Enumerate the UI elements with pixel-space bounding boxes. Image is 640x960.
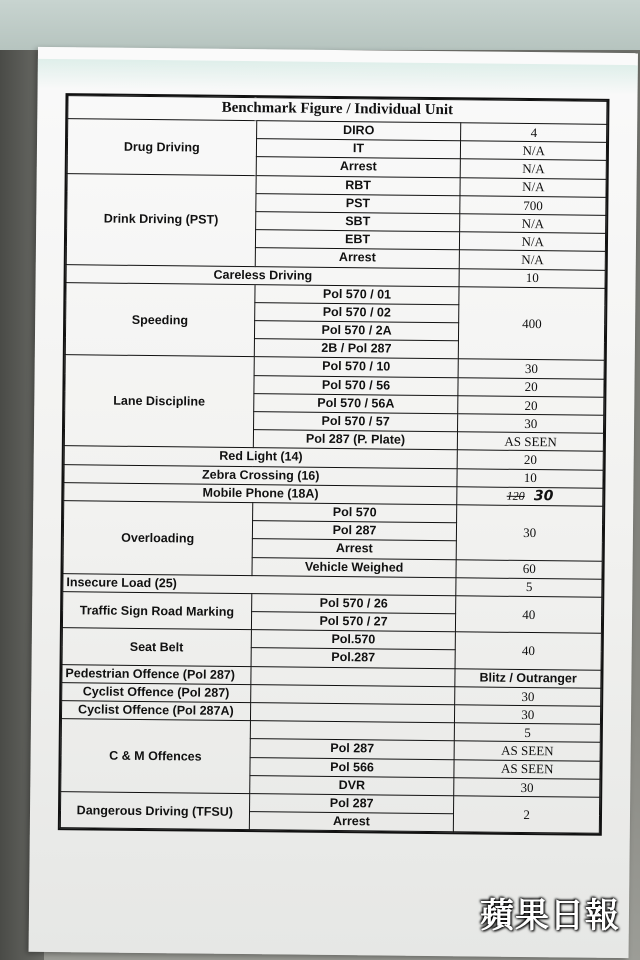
sub-pol-570-10: Pol 570 / 10 xyxy=(254,357,459,377)
sub-pol-570-26: Pol 570 / 26 xyxy=(251,593,456,613)
value-insecure-load: 5 xyxy=(456,577,602,597)
value-ebt: N/A xyxy=(460,232,606,252)
sub-drink-arrest: Arrest xyxy=(255,248,460,268)
sub-overload-pol-570: Pol 570 xyxy=(252,503,457,523)
value-overloading: 30 xyxy=(457,505,603,561)
background-top xyxy=(0,0,640,50)
value-cm-dvr: 30 xyxy=(454,778,600,798)
watermark-logo: 蘋果日報 xyxy=(480,896,620,936)
sub-overload-arrest: Arrest xyxy=(252,539,457,559)
value-it: N/A xyxy=(461,141,607,161)
value-zebra-crossing: 10 xyxy=(457,468,603,488)
sub-cm-dvr: DVR xyxy=(249,775,454,795)
sub-pst: PST xyxy=(255,193,460,213)
category-mobile-phone: Mobile Phone (18A) xyxy=(64,482,458,504)
value-cyclist-offence-287a: 30 xyxy=(455,705,601,725)
sub-pol-570-27: Pol 570 / 27 xyxy=(251,612,456,632)
value-pedestrian-offence: Blitz / Outranger xyxy=(455,668,601,688)
sub-pol-570-56a: Pol 570 / 56A xyxy=(253,393,458,413)
sub-dangerous-arrest: Arrest xyxy=(249,812,454,832)
benchmark-grid xyxy=(60,95,608,834)
value-drink-arrest: N/A xyxy=(460,250,606,270)
sub-seat-pol-287: Pol.287 xyxy=(251,648,456,668)
value-cm-pol-566: AS SEEN xyxy=(454,759,600,779)
value-speeding: 400 xyxy=(459,286,605,360)
sub-cyclist-287a-empty xyxy=(250,703,455,723)
value-drug-arrest: N/A xyxy=(461,159,607,179)
category-overloading: Overloading xyxy=(63,501,252,576)
value-pol-570-56a: 20 xyxy=(458,396,604,416)
value-vehicle-weighed: 60 xyxy=(456,559,602,579)
category-dangerous-driving: Dangerous Driving (TFSU) xyxy=(60,792,249,830)
sub-sbt: SBT xyxy=(255,212,460,232)
sub-pol-570-2a: Pol 570 / 2A xyxy=(254,321,459,341)
sub-pedestrian-empty xyxy=(250,666,455,686)
sub-pol-570-01: Pol 570 / 01 xyxy=(254,284,459,304)
sub-drug-arrest: Arrest xyxy=(256,157,461,177)
category-traffic-sign: Traffic Sign Road Marking xyxy=(62,592,251,630)
sub-dangerous-pol-287: Pol 287 xyxy=(249,794,454,814)
category-red-light: Red Light (14) xyxy=(64,446,458,468)
sub-pol-570-57: Pol 570 / 57 xyxy=(253,412,458,432)
sub-seat-pol-570: Pol.570 xyxy=(251,630,456,650)
sub-rbt: RBT xyxy=(256,175,461,195)
sub-cm-empty xyxy=(250,721,455,741)
category-cyclist-offence-287a: Cyclist Offence (Pol 287A) xyxy=(61,701,250,721)
sub-vehicle-weighed: Vehicle Weighed xyxy=(252,557,457,577)
value-pol-570-10: 30 xyxy=(459,359,605,379)
value-rbt: N/A xyxy=(460,177,606,197)
category-lane-discipline: Lane Discipline xyxy=(64,355,254,448)
value-sbt: N/A xyxy=(460,214,606,234)
category-pedestrian-offence: Pedestrian Offence (Pol 287) xyxy=(62,664,251,684)
category-c-m-offences: C & M Offences xyxy=(61,719,250,794)
value-pol-287-p-plate: AS SEEN xyxy=(458,432,604,452)
category-speeding: Speeding xyxy=(65,282,254,357)
value-mobile-phone xyxy=(457,487,603,507)
benchmark-table xyxy=(58,93,610,836)
category-drink-driving: Drink Driving (PST) xyxy=(66,173,256,266)
value-pst: 700 xyxy=(460,196,606,216)
category-cyclist-offence-287: Cyclist Offence (Pol 287) xyxy=(62,682,251,702)
value-cyclist-offence-287: 30 xyxy=(455,687,601,707)
value-red-light: 20 xyxy=(458,450,604,470)
struck-value: 120 xyxy=(506,488,525,503)
value-seat-belt: 40 xyxy=(455,632,601,670)
sub-cm-pol-566: Pol 566 xyxy=(250,757,455,777)
sub-cm-pol-287: Pol 287 xyxy=(250,739,455,759)
paper-sheet xyxy=(29,47,638,958)
value-diro: 4 xyxy=(461,123,607,143)
value-pol-570-57: 30 xyxy=(458,414,604,434)
value-cm-5: 5 xyxy=(455,723,601,743)
category-drug-driving: Drug Driving xyxy=(67,119,256,176)
category-seat-belt: Seat Belt xyxy=(62,628,251,666)
sub-pol-287-p-plate: Pol 287 (P. Plate) xyxy=(253,430,458,450)
sub-pol-570-02: Pol 570 / 02 xyxy=(254,303,459,323)
category-careless-driving: Careless Driving xyxy=(66,264,460,286)
sub-ebt: EBT xyxy=(255,230,460,250)
sub-overload-pol-287: Pol 287 xyxy=(252,521,457,541)
sub-2b-pol-287: 2B / Pol 287 xyxy=(254,339,459,359)
sub-cyclist-287-empty xyxy=(250,684,455,704)
sub-diro: DIRO xyxy=(256,121,461,141)
value-careless-driving: 10 xyxy=(459,268,605,288)
value-traffic-sign: 40 xyxy=(456,596,602,634)
category-insecure-load: Insecure Load (25) xyxy=(63,573,457,595)
value-pol-570-56: 20 xyxy=(458,377,604,397)
table-title: Benchmark Figure / Individual Unit xyxy=(68,96,607,125)
category-zebra-crossing: Zebra Crossing (16) xyxy=(64,464,458,486)
value-cm-pol-287: AS SEEN xyxy=(455,741,601,761)
handwritten-value: 30 xyxy=(533,488,554,505)
sub-pol-570-56: Pol 570 / 56 xyxy=(254,375,459,395)
value-dangerous-driving: 2 xyxy=(454,796,600,834)
sub-it: IT xyxy=(256,139,461,159)
